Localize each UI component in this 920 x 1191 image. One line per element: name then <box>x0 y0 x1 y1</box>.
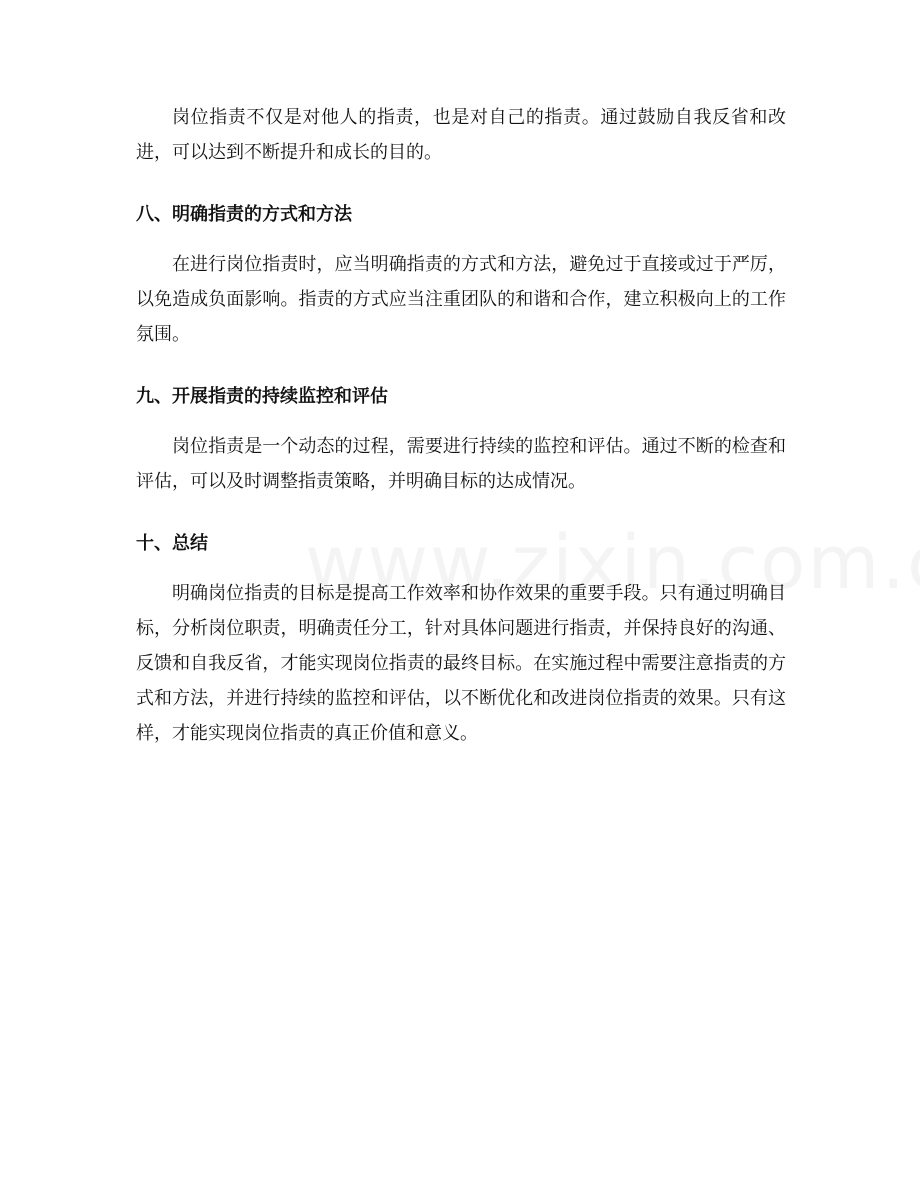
section-heading: 九、开展指责的持续监控和评估 <box>136 386 388 407</box>
section-paragraph: 明确岗位指责的目标是提高工作效率和协作效果的重要手段。只有通过明确目标，分析岗位职责，明确责任分工，针对具体问题进行指责，并保持良好的沟通、反馈和自我反省，才能实现岗位指责的最终目标。在实施过程中需要注意指责的方式和方法，并进行持续的监控和评估，以不断优化和改进岗位指责的效果。只有这样，才能实现岗位指责的真正价值和意义。 <box>136 583 786 744</box>
section-8 <box>136 200 786 352</box>
intro-paragraph: 岗位指责不仅是对他人的指责，也是对自己的指责。通过鼓励自我反省和改进，可以达到不断提升和成长的目的。 <box>136 107 786 163</box>
section-paragraph: 岗位指责是一个动态的过程，需要进行持续的监控和评估。通过不断的检查和评估，可以及时调整指责策略，并明确目标的达成情况。 <box>136 436 786 492</box>
section-9 <box>136 382 786 499</box>
section-heading: 十、总结 <box>136 533 208 554</box>
section-heading: 八、明确指责的方式和方法 <box>136 204 352 225</box>
document-body <box>136 100 786 751</box>
section-paragraph: 在进行岗位指责时，应当明确指责的方式和方法，避免过于直接或过于严厉，以免造成负面影响。指责的方式应当注重团队的和谐和合作，建立积极向上的工作氛围。 <box>136 254 786 345</box>
section-10 <box>136 529 786 751</box>
